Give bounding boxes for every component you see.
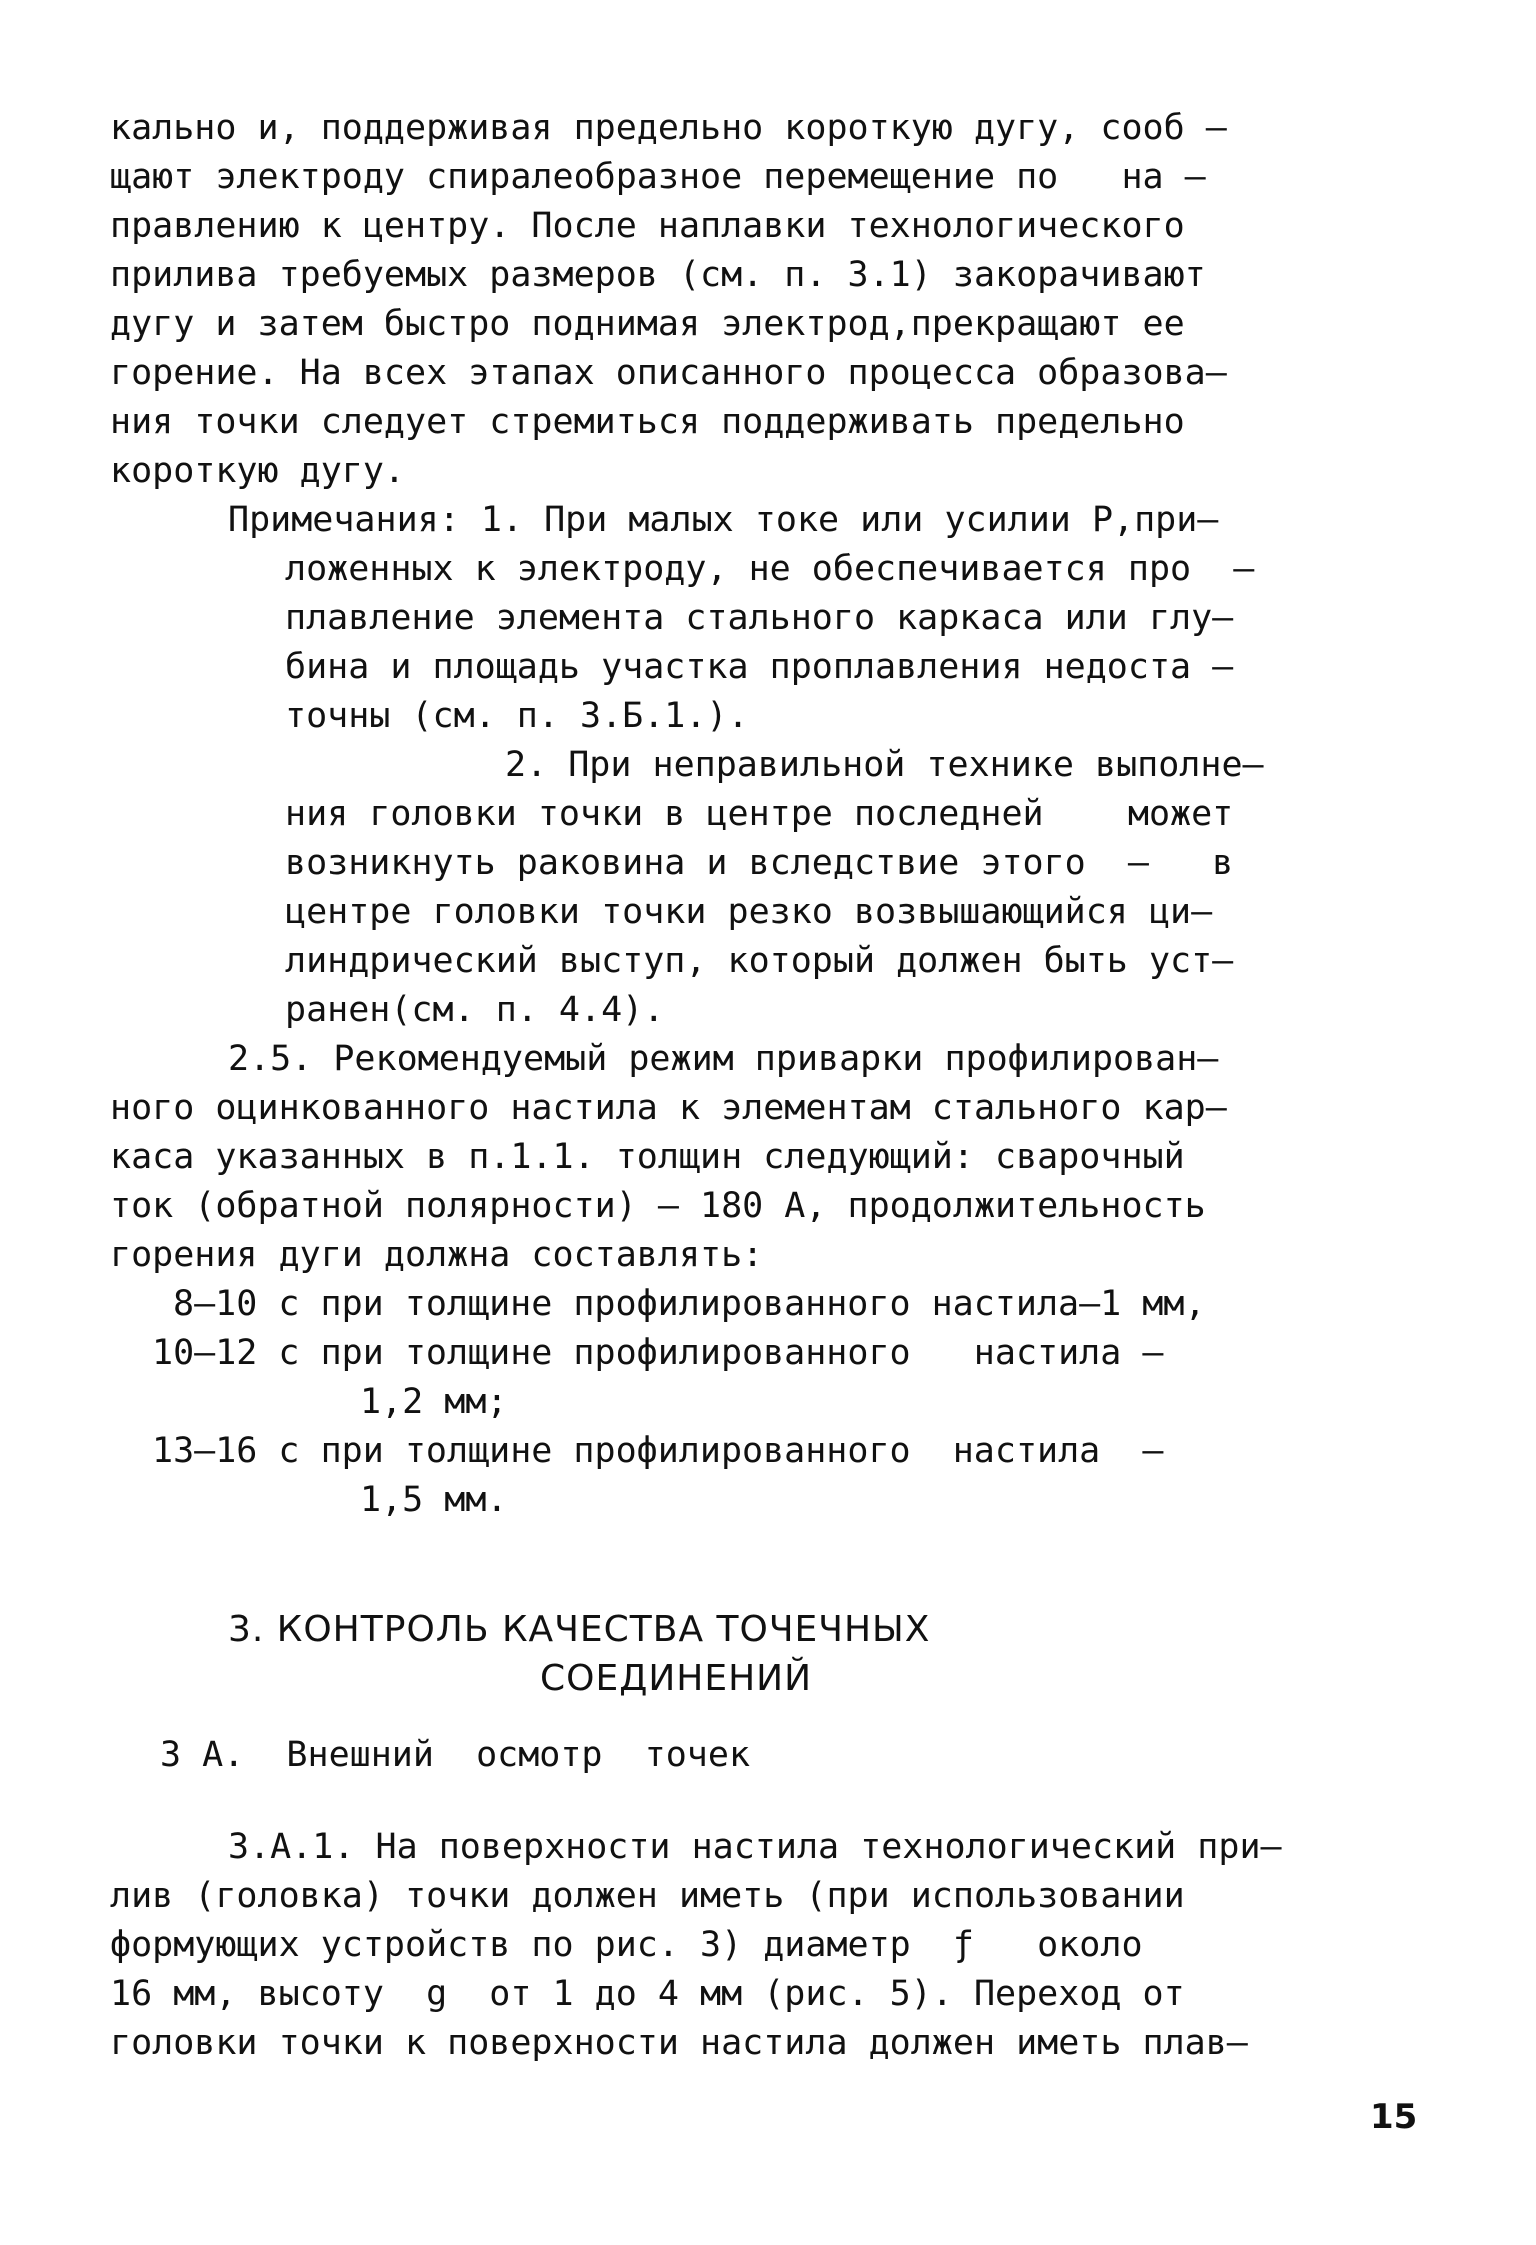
duration-list-item: 13–16 с при толщине профилированного настила – bbox=[152, 1431, 1164, 1471]
text-line: дугу и затем быстро поднимая электрод,прекращают ее bbox=[110, 304, 1185, 344]
note-2-line: центре головки точки резко возвышающийся ци– bbox=[285, 892, 1213, 932]
note-2-line: ния головки точки в центре последней может bbox=[285, 794, 1234, 834]
text-line: прилива требуемых размеров (см. п. 3.1) закорачивают bbox=[110, 255, 1206, 295]
note-2-line: 2. При неправильной технике выполне– bbox=[505, 745, 1264, 785]
note-2-line: возникнуть раковина и вследствие этого – в bbox=[285, 843, 1234, 883]
text-line: правлению к центру. После наплавки технологического bbox=[110, 206, 1185, 246]
paragraph-3-a-1-line: 3.А.1. На поверхности настила технологический при– bbox=[228, 1827, 1282, 1867]
paragraph-2-5-line: 2.5. Рекомендуемый режим приварки профилирован– bbox=[228, 1039, 1219, 1079]
text-line: кально и, поддерживая предельно короткую дугу, сооб – bbox=[110, 108, 1227, 148]
duration-list-item: 1,5 мм. bbox=[360, 1480, 508, 1520]
note-2-line: ранен(см. п. 4.4). bbox=[285, 990, 665, 1030]
text-line: щают электроду спиралеобразное перемещение по на – bbox=[110, 157, 1206, 197]
note-1-line: Примечания: 1. При малых токе или усилии Р,при– bbox=[228, 500, 1219, 540]
note-1-line: ложенных к электроду, не обеспечивается про – bbox=[285, 549, 1255, 589]
paragraph-2-5-line: горения дуги должна составлять: bbox=[110, 1235, 764, 1275]
section-heading: 3. КОНТРОЛЬ КАЧЕСТВА ТОЧЕЧНЫХ bbox=[228, 1609, 931, 1650]
paragraph-2-5-line: ного оцинкованного настила к элементам стального кар– bbox=[110, 1088, 1227, 1128]
note-1-line: плавление элемента стального каркаса или глу– bbox=[285, 598, 1234, 638]
paragraph-3-a-1-line: лив (головка) точки должен иметь (при использовании bbox=[110, 1876, 1185, 1916]
paragraph-3-a-1-line: головки точки к поверхности настила должен иметь плав– bbox=[110, 2023, 1248, 2063]
note-1-line: точны (см. п. 3.Б.1.). bbox=[285, 696, 749, 736]
paragraph-2-5-line: ток (обратной полярности) – 180 А, продолжительность bbox=[110, 1186, 1206, 1226]
paragraph-3-a-1-line: 16 мм, высоту g от 1 до 4 мм (рис. 5). Переход от bbox=[110, 1974, 1185, 2014]
duration-list-item: 8–10 с при толщине профилированного настила–1 мм, bbox=[173, 1284, 1206, 1324]
section-heading: СОЕДИНЕНИЙ bbox=[540, 1658, 813, 1699]
paragraph-2-5-line: каса указанных в п.1.1. толщин следующий: сварочный bbox=[110, 1137, 1185, 1177]
note-1-line: бина и площадь участка проплавления недоста – bbox=[285, 647, 1234, 687]
text-line: горение. На всех этапах описанного процесса образова– bbox=[110, 353, 1227, 393]
paragraph-3-a-1-line: формующих устройств по рис. 3) диаметр ƒ около bbox=[110, 1925, 1143, 1965]
page-number: 15 bbox=[1370, 2097, 1418, 2137]
text-line: ния точки следует стремиться поддерживать предельно bbox=[110, 402, 1185, 442]
duration-list-item: 1,2 мм; bbox=[360, 1382, 508, 1422]
note-2-line: линдрический выступ, который должен быть уст– bbox=[285, 941, 1234, 981]
subsection-heading: 3 А. Внешний осмотр точек bbox=[160, 1735, 751, 1775]
duration-list-item: 10–12 с при толщине профилированного настила – bbox=[152, 1333, 1164, 1373]
text-line: короткую дугу. bbox=[110, 451, 406, 491]
